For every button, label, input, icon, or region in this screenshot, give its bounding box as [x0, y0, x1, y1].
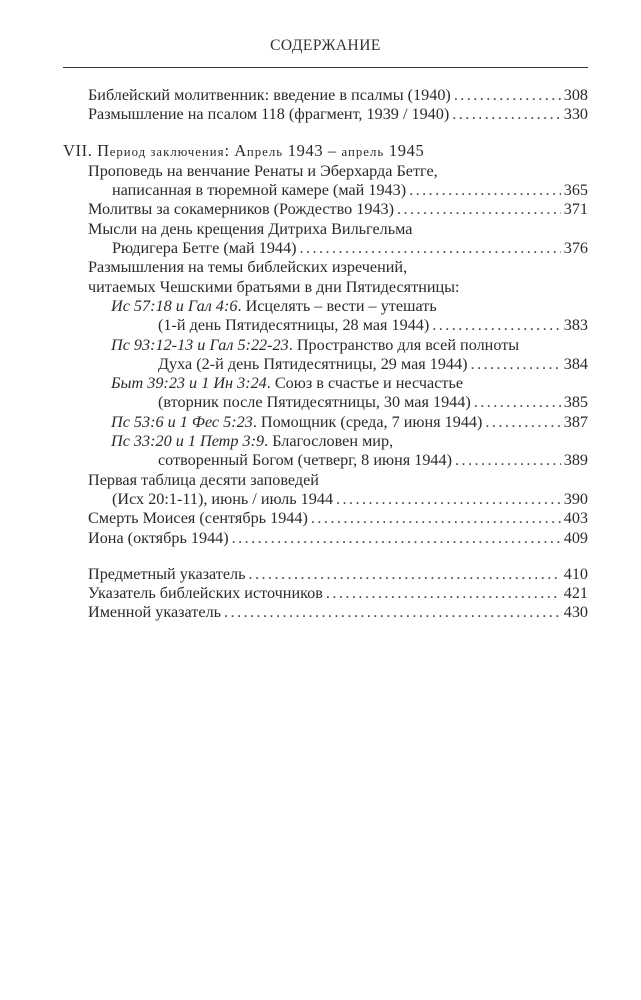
toc-entry-page: 409 [563, 528, 588, 547]
dot-leader [232, 529, 561, 548]
toc-entry-page: 387 [563, 412, 588, 431]
dot-leader [300, 239, 561, 258]
scripture-reference: Быт 39:23 и 1 Ин 3:24 [111, 374, 267, 393]
toc-entry-title: Проповедь на венчание Ренаты и Эберхарда Бетге, [88, 161, 438, 180]
toc-entry-title: Рюдигера Бетге (май 1944) [112, 239, 297, 258]
dot-leader [454, 86, 561, 105]
toc-entry-page: 385 [563, 393, 588, 412]
scripture-reference: Пс 53:6 и 1 Фес 5:23 [111, 412, 253, 431]
toc-entry[interactable] [63, 529, 588, 548]
toc-entry-page: 371 [563, 200, 588, 219]
toc-entry-page: 376 [563, 239, 588, 258]
dot-leader [474, 393, 561, 412]
toc-subentry-line[interactable]: Пс 93:12-13 и Гал 5:22-23. Пространство для всей полноты [111, 335, 520, 354]
toc-entry-line[interactable] [63, 220, 588, 239]
scripture-reference: Пс 33:20 и 1 Петр 3:9 [111, 432, 265, 451]
dot-leader [432, 316, 560, 335]
toc-entry-title: написанная в тюремной камере (май 1943) [112, 181, 407, 200]
toc-entry-page: 430 [563, 603, 588, 622]
toc-subentry-continuation[interactable]: Духа (2-й день Пятидесятницы, 29 мая 1944) . . . 384 [63, 355, 588, 374]
toc-entry-title: Первая таблица десяти заповедей [88, 470, 319, 489]
toc-entry-page: 403 [563, 509, 588, 528]
toc-entry-title: Смерть Моисея (сентябрь 1944) [88, 509, 308, 528]
section-heading [63, 141, 588, 162]
section-title: Период заключения: Апрель 1943 – апрель 1945 [97, 140, 425, 160]
running-head: СОДЕРЖАНИЕ [270, 37, 381, 54]
toc-subentry-line[interactable]: Ис 57:18 и Гал 4:6. Исцелять – вести – утешать [111, 296, 437, 315]
toc-entry-title: Именной указатель [88, 603, 222, 622]
dot-leader [452, 105, 560, 124]
header-rule [63, 67, 588, 68]
toc-entry-page: 365 [563, 181, 588, 200]
toc-entry-page: 308 [563, 86, 588, 104]
toc-entry-continuation[interactable] [63, 239, 588, 258]
toc-entry[interactable] [63, 105, 588, 124]
dot-leader [485, 413, 560, 432]
dot-leader [397, 200, 561, 219]
section-number: VII. [63, 140, 93, 160]
toc-entry-line[interactable] [63, 471, 588, 490]
toc-entry-page: 390 [563, 489, 588, 508]
toc-entry[interactable] [63, 200, 588, 219]
scripture-reference: Ис 57:18 и Гал 4:6 [111, 296, 238, 315]
dot-leader [336, 490, 561, 509]
toc-entry-continuation[interactable] [63, 490, 588, 509]
toc-subentry-continuation[interactable]: (1-й день Пятидесятницы, 28 мая 1944) . . . 383 [63, 316, 588, 335]
toc-subentry-line[interactable]: Быт 39:23 и 1 Ин 3:24. Союз в счастье и несчастье [111, 374, 464, 393]
toc-entry-page: 410 [563, 564, 588, 583]
toc-entry-title: Мысли на день крещения Дитриха Вильгельма [88, 219, 413, 238]
toc-entry-page: 384 [563, 354, 588, 373]
toc-entry-continuation[interactable] [63, 181, 588, 200]
toc-index-entry[interactable] [63, 603, 588, 622]
toc-entry-line[interactable] [63, 162, 588, 181]
toc-group-title: Размышления на темы библейских изречений, [88, 258, 408, 277]
table-of-contents [63, 86, 588, 623]
toc-entry[interactable] [63, 86, 588, 105]
dot-leader [311, 509, 561, 528]
toc-entry-title: Предметный указатель [88, 564, 246, 583]
toc-entry-title: Указатель библейских источников [88, 584, 323, 603]
dot-leader [224, 603, 561, 622]
toc-entry-title: Размышление на псалом 118 (фрагмент, 1939 / 1940) [88, 105, 450, 124]
dot-leader [326, 584, 561, 603]
toc-subentry-continuation[interactable]: (вторник после Пятидесятницы, 30 мая 1944) . . . 385 [63, 393, 588, 412]
dot-leader [409, 181, 561, 200]
toc-entry-title: Иона (октябрь 1944) [88, 528, 229, 547]
toc-index-entry[interactable] [63, 584, 588, 603]
toc-entry-page: 383 [563, 316, 588, 335]
toc-subentry-line[interactable]: Пс 33:20 и 1 Петр 3:9. Благословен мир, [111, 432, 394, 451]
toc-entry-title: (Исх 20:1-11), июнь / июль 1944 [112, 489, 334, 508]
toc-subentry-continuation[interactable]: сотворенный Богом (четверг, 8 июня 1944) . . . 389 [63, 451, 588, 470]
toc-entry-page: 421 [563, 584, 588, 603]
toc-entry-page: 389 [563, 451, 588, 470]
dot-leader [455, 451, 561, 470]
toc-entry-title: Молитвы за сокамерников (Рождество 1943) [88, 200, 395, 219]
toc-subentry[interactable]: Пс 53:6 и 1 Фес 5:23. Помощник (среда, 7 июня 1944) . . . 387 [63, 413, 588, 432]
toc-entry-title: Библейский молитвенник: введение в псалмы (1940) [88, 86, 451, 104]
toc-group-title: читаемых Чешскими братьями в дни Пятидесятницы: [88, 277, 460, 296]
scripture-reference: Пс 93:12-13 и Гал 5:22-23 [111, 335, 289, 354]
dot-leader [471, 355, 561, 374]
toc-index-entry[interactable] [63, 565, 588, 584]
dot-leader [249, 565, 561, 584]
toc-entry-page: 330 [563, 105, 588, 124]
toc-entry[interactable] [63, 509, 588, 528]
